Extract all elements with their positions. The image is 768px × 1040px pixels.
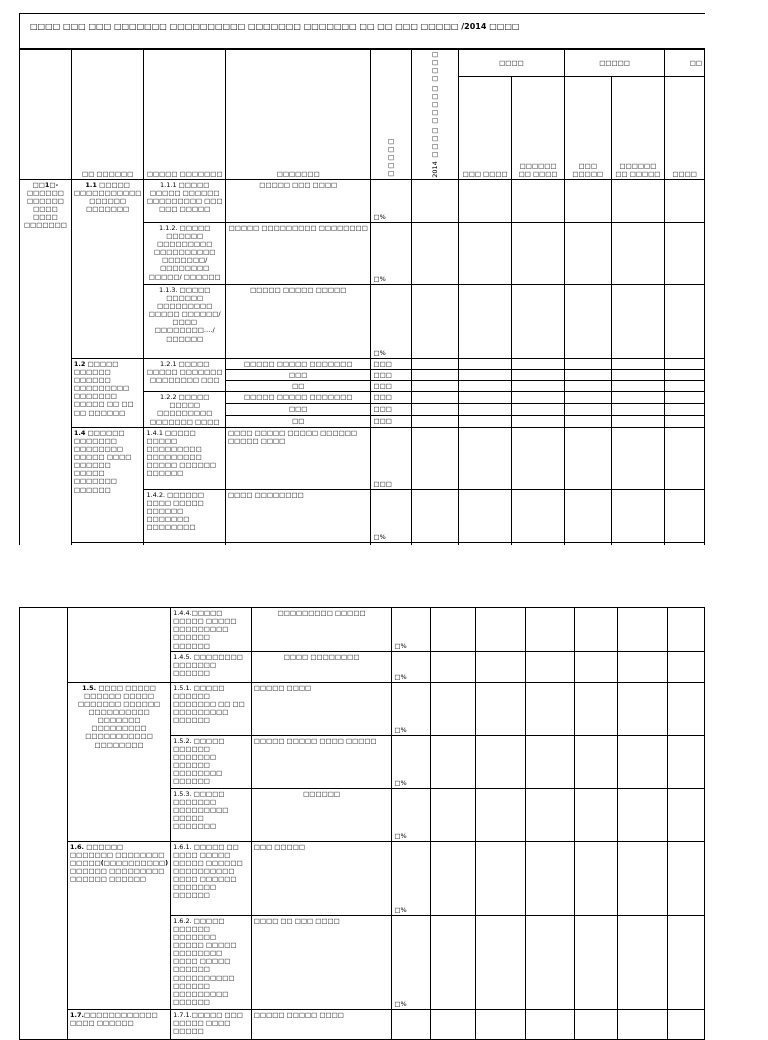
value-cell <box>431 841 475 915</box>
value-cell <box>574 608 617 652</box>
value-cell <box>458 284 511 358</box>
source-cell: □□□□□ □□□□□ □□□□□□□ <box>225 392 370 404</box>
unit-cell: □% <box>392 682 431 735</box>
value-cell <box>525 682 574 735</box>
source-cell: □□ <box>225 381 370 392</box>
indicator-cell: 1.4.5. □□□□□□□□ □□□□□□□ □□□□□□ <box>171 651 252 682</box>
value-cell <box>574 788 617 841</box>
header-group-2: □□□□□ <box>564 50 664 77</box>
source-cell: □□□□□ □□□ □□□□ <box>225 179 370 222</box>
header-indicator: □□□□□ □□□□□□□ <box>144 50 226 180</box>
value-cell <box>667 682 704 735</box>
indicator-cell: 1.2.1 □□□□□ □□□□□ □□□□□□□ □□□□□□□□ □□□ <box>144 358 226 391</box>
value-cell <box>458 179 511 222</box>
table-row <box>20 427 705 489</box>
value-cell <box>458 369 511 380</box>
value-cell <box>667 651 704 682</box>
unit-cell: □□□ <box>371 381 411 392</box>
value-cell <box>411 403 458 415</box>
header-source: □□□□□□□ <box>225 50 370 180</box>
source-cell: □□□□ □□ □□□ □□□□ <box>251 915 392 1009</box>
value-cell <box>564 369 611 380</box>
value-cell <box>458 415 511 427</box>
result-cell-1-5: 1.5. □□□□ □□□□□ □□□□□□ □□□□□ □□□□□□□ □□□□□□ □□□□□□□□□□ □□□□□□□ □□□□□□□□□ □□□□□□□□□□□ □□□□□□□□ <box>68 682 171 841</box>
value-cell <box>475 1009 525 1039</box>
value-cell <box>411 358 458 369</box>
value-cell <box>458 489 511 542</box>
unit-cell: □□□ <box>371 415 411 427</box>
value-cell <box>512 427 565 489</box>
table-row <box>20 179 705 222</box>
unit-cell: □% <box>392 651 431 682</box>
value-cell <box>431 788 475 841</box>
indicator-table-page-2 <box>19 607 705 1040</box>
value-cell <box>665 489 705 542</box>
value-cell <box>458 358 511 369</box>
header-group-3: □□ <box>665 50 705 77</box>
report-page-2 <box>19 607 705 1035</box>
value-cell <box>458 392 511 404</box>
value-cell <box>574 682 617 735</box>
value-cell <box>525 608 574 652</box>
value-cell <box>512 489 565 542</box>
value-cell <box>564 358 611 369</box>
header-unit-text: □□□□□ <box>387 137 396 178</box>
value-cell <box>525 841 574 915</box>
value-cell <box>611 403 665 415</box>
value-cell <box>611 489 665 542</box>
table-row <box>20 841 705 915</box>
value-cell <box>665 179 705 222</box>
value-cell <box>411 427 458 489</box>
value-cell <box>525 651 574 682</box>
header-goal <box>20 50 72 180</box>
value-cell <box>618 608 668 652</box>
value-cell <box>525 735 574 788</box>
value-cell <box>611 415 665 427</box>
value-cell <box>618 651 668 682</box>
value-cell <box>564 284 611 358</box>
value-cell <box>611 369 665 380</box>
value-cell <box>667 735 704 788</box>
header-result: □□ □□□□□□ <box>71 50 144 180</box>
value-cell <box>475 682 525 735</box>
indicator-table-page-1 <box>19 49 705 629</box>
value-cell <box>475 608 525 652</box>
value-cell <box>618 841 668 915</box>
table-row <box>20 1009 705 1039</box>
value-cell <box>611 427 665 489</box>
value-cell <box>431 682 475 735</box>
header-unit <box>371 50 411 180</box>
value-cell <box>574 1009 617 1039</box>
source-cell: □□□□□ □□□□□ □□□□□ <box>225 284 370 358</box>
value-cell <box>564 415 611 427</box>
value-cell <box>564 222 611 284</box>
value-cell <box>512 381 565 392</box>
value-cell <box>667 1009 704 1039</box>
value-cell <box>665 381 705 392</box>
indicator-cell: 1.5.2. □□□□□ □□□□□□ □□□□□□□ □□□□□□ □□□□□□□□ □□□□□□ <box>171 735 252 788</box>
value-cell <box>512 358 565 369</box>
result-cell-1-1: 1.1 □□□□□ □□□□□□□□□□□ □□□□□□ □□□□□□□ <box>71 179 144 358</box>
value-cell <box>411 284 458 358</box>
value-cell <box>431 735 475 788</box>
indicator-cell: 1.4.1 □□□□□ □□□□□ □□□□□□□□□ □□□□□□□□□ □□□□□ □□□□□□ □□□□□□ <box>144 427 226 489</box>
table-row <box>20 682 705 735</box>
value-cell <box>564 179 611 222</box>
indicator-cell: 1.1.1 □□□□□ □□□□□ □□□□□□ □□□□□□□□□ □□□ □□□ □□□□□ <box>144 179 226 222</box>
source-cell: □□□□□ □□□□ <box>251 682 392 735</box>
source-cell: □□□□ □□□□□ □□□□□ □□□□□□ □□□□□ □□□□ <box>225 427 370 489</box>
header-sub-4: □□□□□□ □□ □□□□□ <box>611 76 665 179</box>
value-cell <box>512 284 565 358</box>
indicator-cell: 1.1.2. □□□□□ □□□□□□ □□□□□□□□□ □□□□□□□□□□ □□□□□□□/□□□□□□□□ □□□□□/ □□□□□□ <box>144 222 226 284</box>
value-cell <box>475 915 525 1009</box>
value-cell <box>475 651 525 682</box>
table-row <box>20 608 705 652</box>
value-cell <box>512 415 565 427</box>
value-cell <box>618 735 668 788</box>
goal-cell: □□1□- □□□□□□ □□□□□□ □□□□ □□□□ □□□□□□□ <box>20 179 72 628</box>
unit-cell: □% <box>371 284 411 358</box>
result-cell-1-2: 1.2 □□□□□ □□□□□□ □□□□□□ □□□□□□□□□ □□□□□□□ □□□□□ □□ □□ □□ □□□□□□ <box>71 358 144 427</box>
source-cell: □□□□□ □□□□□ □□□□□□□ <box>225 358 370 369</box>
unit-cell <box>392 1009 431 1039</box>
value-cell <box>525 915 574 1009</box>
value-cell <box>458 222 511 284</box>
indicator-cell: 1.6.1. □□□□□ □□ □□□□ □□□□□ □□□□□ □□□□□□ □□□□□□□□□□ □□□□ □□□□□□ □□□□□□□ □□□□□□ <box>171 841 252 915</box>
value-cell <box>667 841 704 915</box>
result-cell-1-6: 1.6. □□□□□□ □□□□□□□ □□□□□□□□ □□□□□(□□□□□□□□□□) □□□□□□ □□□□□□□□□ □□□□□□ □□□□□□ <box>68 841 171 1009</box>
indicator-cell: 1.4.2. □□□□□□ □□□□ □□□□□ □□□□□□ □□□□□□□ □□□□□□□□ <box>144 489 226 542</box>
value-cell <box>574 735 617 788</box>
value-cell <box>618 915 668 1009</box>
value-cell <box>665 369 705 380</box>
value-cell <box>564 381 611 392</box>
unit-cell: □% <box>371 179 411 222</box>
header-sub-2: □□□□□□ □□ □□□□ <box>512 76 565 179</box>
source-cell: □□□ □□□□□ <box>251 841 392 915</box>
value-cell <box>611 392 665 404</box>
result-cell-1-4: 1.4 □□□□□□ □□□□□□□ □□□□□□□□ □□□□□ □□□□ □□□□□□ □□□□□ □□□□□□□ □□□□□□ <box>71 427 144 542</box>
value-cell <box>512 403 565 415</box>
value-cell <box>512 179 565 222</box>
value-cell <box>512 222 565 284</box>
value-cell <box>665 427 705 489</box>
value-cell <box>411 489 458 542</box>
value-cell <box>665 222 705 284</box>
unit-cell: □% <box>392 788 431 841</box>
table-row <box>20 358 705 369</box>
value-cell <box>431 1009 475 1039</box>
value-cell <box>667 608 704 652</box>
source-cell: □□ <box>225 415 370 427</box>
value-cell <box>458 403 511 415</box>
value-cell <box>411 381 458 392</box>
unit-cell: □□□ <box>371 403 411 415</box>
value-cell <box>525 1009 574 1039</box>
unit-cell: □% <box>392 608 431 652</box>
indicator-cell: 1.7.1.□□□□□ □□□ □□□□□ □□□□ □□□□□ <box>171 1009 252 1039</box>
unit-cell: □□□ <box>371 427 411 489</box>
value-cell <box>458 427 511 489</box>
value-cell <box>574 915 617 1009</box>
value-cell <box>667 788 704 841</box>
source-cell: □□□□□ □□□□□ □□□□ <box>251 1009 392 1039</box>
value-cell <box>475 735 525 788</box>
value-cell <box>431 651 475 682</box>
unit-cell: □% <box>392 915 431 1009</box>
value-cell <box>525 788 574 841</box>
unit-cell: □% <box>392 735 431 788</box>
unit-cell: □□□ <box>371 358 411 369</box>
value-cell <box>665 415 705 427</box>
header-baseline-text: 2014 □□□□ □□□□□ □□□□ <box>430 51 439 178</box>
source-cell: □□□□ □□□□□□□□ <box>225 489 370 542</box>
value-cell <box>512 369 565 380</box>
header-baseline <box>411 50 458 180</box>
value-cell <box>611 222 665 284</box>
value-cell <box>667 915 704 1009</box>
indicator-cell: 1.5.3. □□□□□ □□□□□□□ □□□□□□□□□ □□□□□ □□□□□□□ <box>171 788 252 841</box>
report-page-1 <box>19 13 705 545</box>
value-cell <box>564 392 611 404</box>
value-cell <box>411 179 458 222</box>
indicator-cell: 1.4.4.□□□□□ □□□□□ □□□□□ □□□□□□□□□ □□□□□□ □□□□□□ <box>171 608 252 652</box>
value-cell <box>411 369 458 380</box>
value-cell <box>475 841 525 915</box>
header-sub-3: □□□ □□□□□ <box>564 76 611 179</box>
result-cell-continued <box>68 608 171 683</box>
unit-cell: □% <box>392 841 431 915</box>
value-cell <box>611 284 665 358</box>
value-cell <box>618 682 668 735</box>
value-cell <box>611 381 665 392</box>
report-title: □□□□ □□□ □□□ □□□□□□□ □□□□□□□□□□ □□□□□□□ □□□□□□□ □□ □□ □□□ □□□□□ /2014 □□□□ <box>19 13 705 49</box>
source-cell: □□□□□□□□□ □□□□□ <box>251 608 392 652</box>
unit-cell: □% <box>371 222 411 284</box>
value-cell <box>431 915 475 1009</box>
value-cell <box>665 403 705 415</box>
value-cell <box>431 608 475 652</box>
source-cell: □□□ <box>225 369 370 380</box>
value-cell <box>475 788 525 841</box>
value-cell <box>411 392 458 404</box>
unit-cell: □□□ <box>371 392 411 404</box>
value-cell <box>665 392 705 404</box>
header-sub-1: □□□ □□□□ <box>458 76 511 179</box>
value-cell <box>411 415 458 427</box>
value-cell <box>411 222 458 284</box>
indicator-cell: 1.2.2 □□□□□ □□□□□ □□□□□□□□□ □□□□□□□ □□□□ <box>144 392 226 428</box>
source-cell: □□□□□ □□□□□ □□□□ □□□□□ <box>251 735 392 788</box>
value-cell <box>611 358 665 369</box>
source-cell: □□□ <box>225 403 370 415</box>
value-cell <box>458 381 511 392</box>
value-cell <box>665 358 705 369</box>
page-gap <box>0 545 768 607</box>
value-cell <box>564 489 611 542</box>
value-cell <box>574 841 617 915</box>
source-cell: □□□□□□ <box>251 788 392 841</box>
indicator-cell: 1.5.1. □□□□□ □□□□□□ □□□□□□□ □□ □□ □□□□□□□□□ □□□□□□ <box>171 682 252 735</box>
goal-cell-continued <box>20 608 68 1040</box>
value-cell <box>618 788 668 841</box>
unit-cell: □□□ <box>371 369 411 380</box>
result-cell-1-7: 1.7.□□□□□□□□□□□□ □□□□ □□□□□□ <box>68 1009 171 1039</box>
value-cell <box>611 179 665 222</box>
source-cell: □□□□□ □□□□□□□□□ □□□□□□□□ <box>225 222 370 284</box>
value-cell <box>574 651 617 682</box>
value-cell <box>665 284 705 358</box>
unit-cell: □% <box>371 489 411 542</box>
indicator-cell: 1.1.3. □□□□□ □□□□□□ □□□□□□□□□ □□□□□ □□□□□□/□□□□ □□□□□□□□…./ □□□□□□ <box>144 284 226 358</box>
value-cell <box>564 403 611 415</box>
source-cell: □□□□ □□□□□□□□ <box>251 651 392 682</box>
value-cell <box>512 392 565 404</box>
value-cell <box>618 1009 668 1039</box>
header-sub-5: □□□□ <box>665 76 705 179</box>
value-cell <box>564 427 611 489</box>
indicator-cell: 1.6.2. □□□□□ □□□□□□ □□□□□□□ □□□□□ □□□□□ □□□□□□□□ □□□□ □□□□□ □□□□□□ □□□□□□□□□□ □□□□□□ □□□□□□□□□ □□□□□□ <box>171 915 252 1009</box>
header-group-1: □□□□ <box>458 50 564 77</box>
